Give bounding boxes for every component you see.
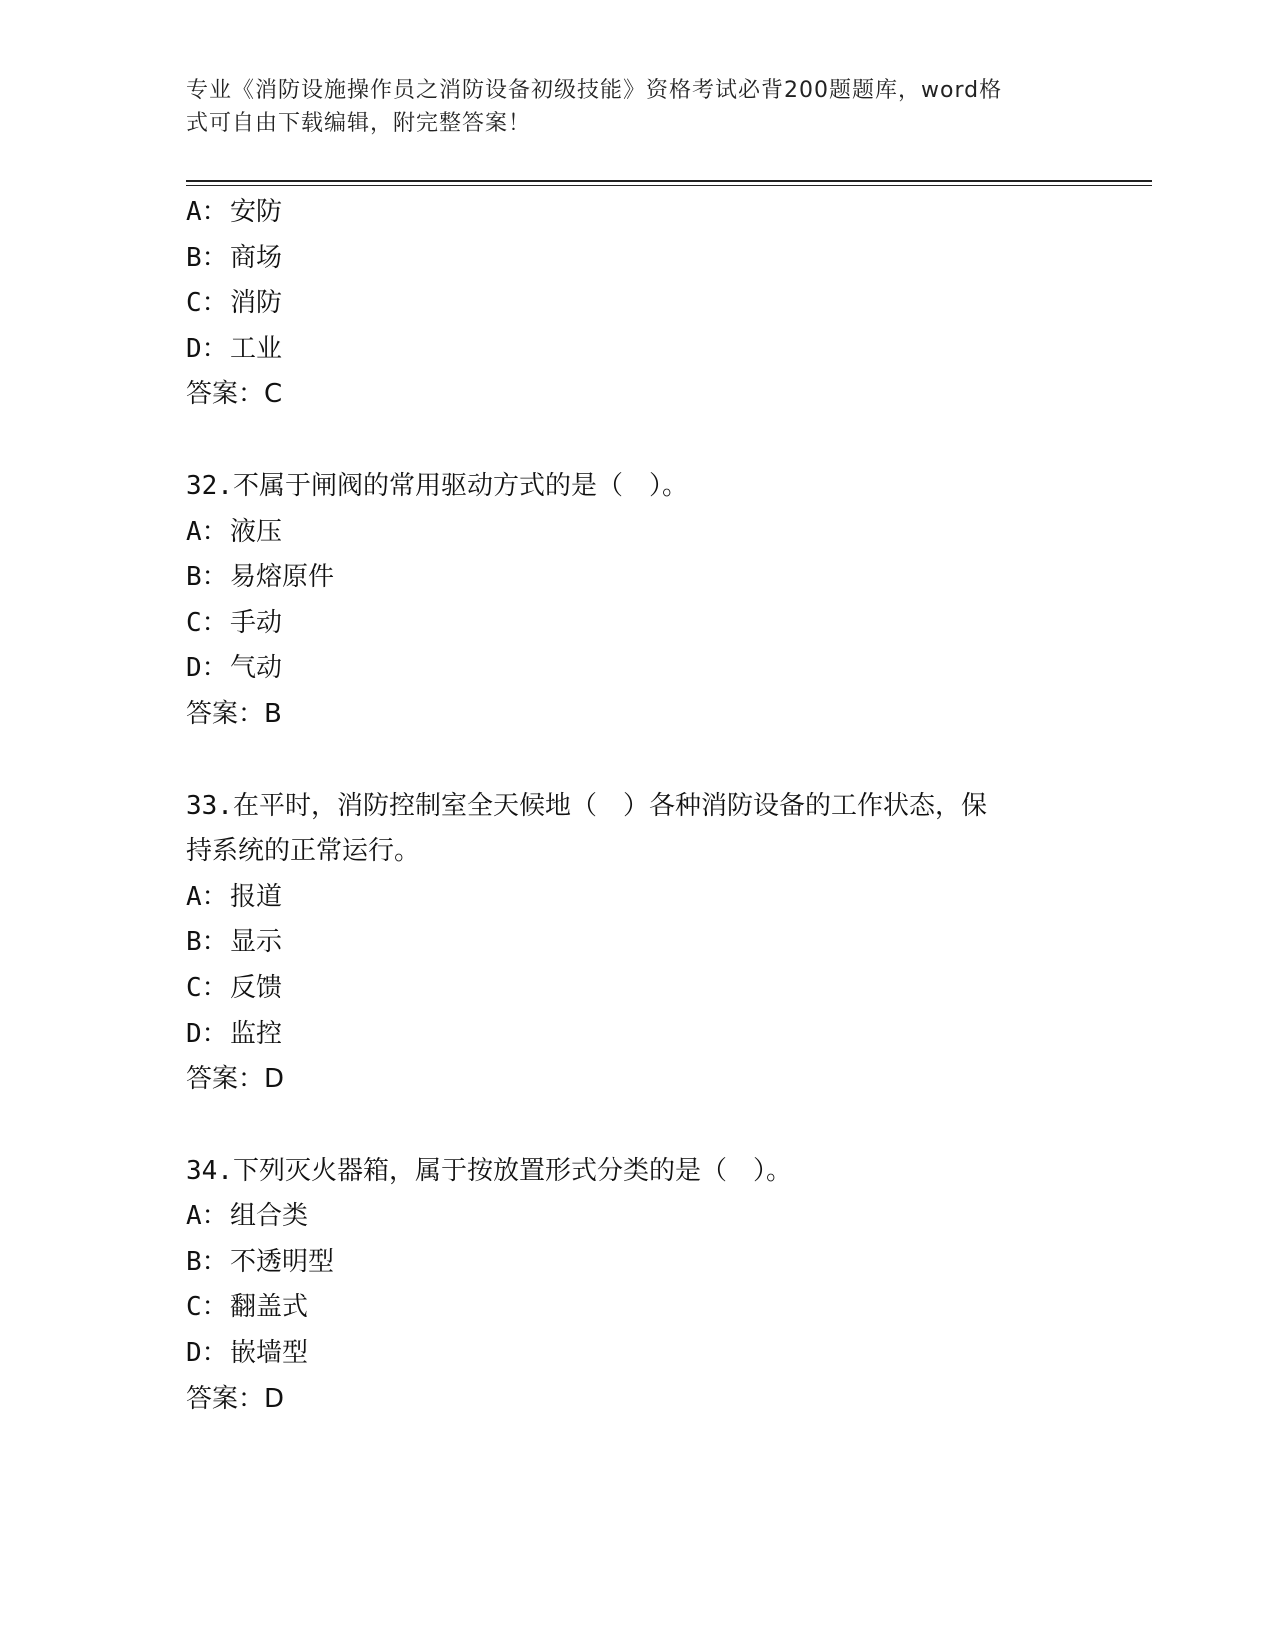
question-stem-line-1: 33.在平时，消防控制室全天候地（ ）各种消防设备的工作状态，保 xyxy=(186,790,987,821)
option-letter: B： xyxy=(186,927,228,958)
option-b xyxy=(186,1240,1086,1286)
option-text: 商场 xyxy=(230,242,283,273)
option-letter: B： xyxy=(186,242,228,273)
option-letter: C： xyxy=(186,1292,228,1323)
option-text: 组合类 xyxy=(230,1201,309,1232)
spacer xyxy=(186,418,1086,464)
option-letter: A： xyxy=(186,197,228,227)
option-a xyxy=(186,1194,1086,1240)
option-letter: D： xyxy=(186,1018,228,1049)
option-letter: B： xyxy=(186,562,228,593)
header-divider-bottom xyxy=(186,185,1152,186)
option-d xyxy=(186,327,1086,373)
answer-line: 答案：D xyxy=(186,1383,285,1414)
option-text: 显示 xyxy=(230,927,283,958)
option-c xyxy=(186,1285,1086,1331)
question-33 xyxy=(186,784,1086,1103)
option-text: 易熔原件 xyxy=(230,562,335,593)
question-32 xyxy=(186,464,1086,738)
option-text: 翻盖式 xyxy=(230,1292,309,1323)
option-text: 工业 xyxy=(230,333,283,364)
option-text: 监控 xyxy=(230,1018,283,1049)
spacer xyxy=(186,738,1086,784)
option-a xyxy=(186,875,1086,921)
option-text: 报道 xyxy=(230,881,283,912)
option-a xyxy=(186,190,1086,236)
option-letter: C： xyxy=(186,288,228,319)
document-header xyxy=(186,74,1066,140)
option-letter: C： xyxy=(186,607,228,638)
header-line-1: 专业《消防设施操作员之消防设备初级技能》资格考试必背200题题库，word格 xyxy=(186,78,1003,103)
option-c xyxy=(186,966,1086,1012)
option-text: 消防 xyxy=(230,288,283,319)
option-c xyxy=(186,281,1086,327)
question-stem: 32.不属于闸阀的常用驱动方式的是（ ）。 xyxy=(186,470,688,501)
question-list xyxy=(186,190,1086,1422)
option-text: 手动 xyxy=(230,607,283,638)
option-text: 安防 xyxy=(230,197,283,227)
option-b xyxy=(186,920,1086,966)
option-d xyxy=(186,1012,1086,1058)
question-stem: 34.下列灭火器箱，属于按放置形式分类的是（ ）。 xyxy=(186,1155,792,1186)
option-letter: A： xyxy=(186,881,228,912)
answer-line: 答案：C xyxy=(186,379,283,410)
answer-line: 答案：B xyxy=(186,698,282,729)
option-b xyxy=(186,555,1086,601)
question-31-partial xyxy=(186,190,1086,418)
option-letter: D： xyxy=(186,333,228,364)
option-b xyxy=(186,236,1086,282)
answer-line: 答案：D xyxy=(186,1064,285,1095)
option-text: 嵌墙型 xyxy=(230,1338,309,1369)
question-stem-line-2: 持系统的正常运行。 xyxy=(186,836,421,867)
option-letter: A： xyxy=(186,516,228,547)
option-letter: C： xyxy=(186,972,228,1003)
option-text: 液压 xyxy=(230,516,283,547)
option-text: 反馈 xyxy=(230,972,283,1003)
header-divider-top xyxy=(186,180,1152,182)
option-a xyxy=(186,510,1086,556)
option-letter: D： xyxy=(186,1338,228,1369)
option-letter: D： xyxy=(186,653,228,684)
option-d xyxy=(186,1331,1086,1377)
spacer xyxy=(186,1103,1086,1149)
option-text: 不透明型 xyxy=(230,1246,335,1277)
option-letter: A： xyxy=(186,1201,228,1232)
option-text: 气动 xyxy=(230,653,283,684)
question-34 xyxy=(186,1149,1086,1423)
option-c xyxy=(186,601,1086,647)
option-letter: B： xyxy=(186,1246,228,1277)
header-line-2: 式可自由下载编辑，附完整答案！ xyxy=(186,111,532,136)
option-d xyxy=(186,646,1086,692)
